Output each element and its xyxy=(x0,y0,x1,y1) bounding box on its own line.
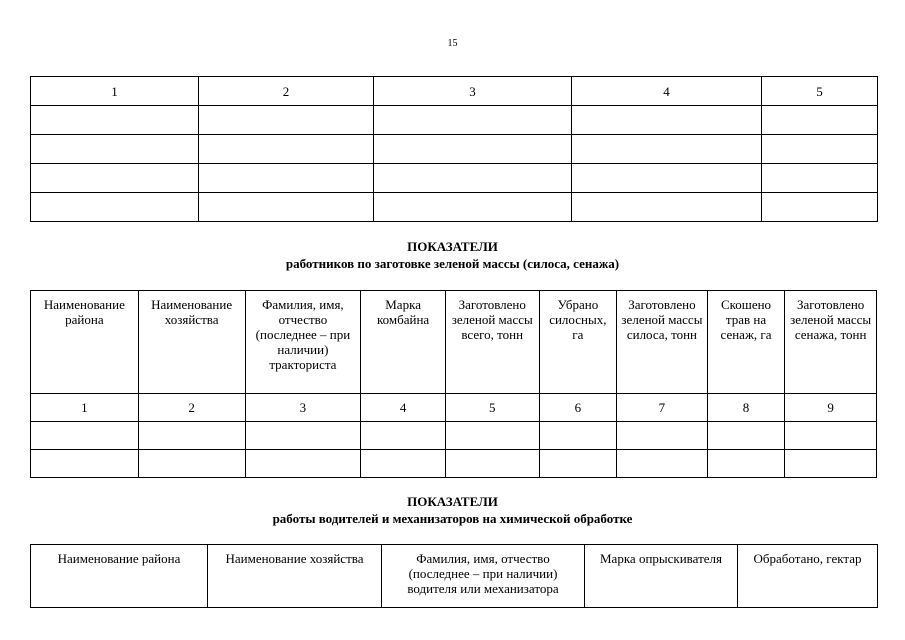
column-header: Наименование хозяйства xyxy=(208,545,382,608)
column-number: 3 xyxy=(374,77,572,106)
column-header: Марка опрыскивателя xyxy=(585,545,738,608)
table-row xyxy=(31,422,877,450)
table-header-row xyxy=(31,291,877,394)
table-cell xyxy=(245,422,361,450)
table-row xyxy=(31,135,878,164)
table-header-row xyxy=(31,545,878,608)
column-header: Убрано силосных, га xyxy=(539,291,617,394)
table-cell xyxy=(445,450,539,478)
column-number: 4 xyxy=(572,77,762,106)
column-number: 2 xyxy=(138,394,245,422)
table-cell xyxy=(245,450,361,478)
section-heading xyxy=(0,493,905,527)
section-title: ПОКАЗАТЕЛИ xyxy=(407,239,498,254)
chemical-treatment-table xyxy=(30,544,878,608)
table-cell xyxy=(374,164,572,193)
section-heading xyxy=(0,238,905,272)
table-cell xyxy=(572,193,762,222)
section-title: ПОКАЗАТЕЛИ xyxy=(407,494,498,509)
table-row xyxy=(31,106,878,135)
column-header: Фамилия, имя, отчество (последнее – при наличии) водителя или механизатора xyxy=(382,545,585,608)
table-cell xyxy=(539,450,617,478)
table-cell xyxy=(199,135,374,164)
table-cell xyxy=(762,106,878,135)
column-header: Заготовлено зеленой массы всего, тонн xyxy=(445,291,539,394)
column-number: 5 xyxy=(762,77,878,106)
column-number: 4 xyxy=(361,394,446,422)
table-cell xyxy=(762,135,878,164)
table-cell xyxy=(361,450,446,478)
column-number: 7 xyxy=(617,394,708,422)
table-cell xyxy=(199,193,374,222)
column-number: 6 xyxy=(539,394,617,422)
table-cell xyxy=(374,193,572,222)
column-number: 9 xyxy=(785,394,877,422)
table-cell xyxy=(31,422,139,450)
table-cell xyxy=(138,422,245,450)
column-number: 1 xyxy=(31,394,139,422)
table-cell xyxy=(762,193,878,222)
column-header: Наименование района xyxy=(31,545,208,608)
table-cell xyxy=(138,450,245,478)
column-header: Марка комбайна xyxy=(361,291,446,394)
table-cell xyxy=(31,135,199,164)
column-header: Наименование района xyxy=(31,291,139,394)
table-row xyxy=(31,193,878,222)
section-subtitle: работы водителей и механизаторов на химической обработке xyxy=(272,511,633,526)
table-cell xyxy=(762,164,878,193)
table-cell xyxy=(199,164,374,193)
table-cell xyxy=(31,106,199,135)
silage-workers-table xyxy=(30,290,877,478)
table-row xyxy=(31,164,878,193)
table-cell xyxy=(572,135,762,164)
table-cell xyxy=(707,422,785,450)
table-cell xyxy=(785,422,877,450)
table-cell xyxy=(617,450,708,478)
column-header: Фамилия, имя, отчество (последнее – при наличии) тракториста xyxy=(245,291,361,394)
column-number: 5 xyxy=(445,394,539,422)
table-cell xyxy=(199,106,374,135)
column-header: Скошено трав на сенаж, га xyxy=(707,291,785,394)
table-cell xyxy=(361,422,446,450)
table-continuation xyxy=(30,76,878,222)
column-number: 1 xyxy=(31,77,199,106)
table-cell xyxy=(31,193,199,222)
column-number: 3 xyxy=(245,394,361,422)
table-cell xyxy=(572,164,762,193)
section-subtitle: работников по заготовке зеленой массы (силоса, сенажа) xyxy=(285,256,620,271)
column-number-row xyxy=(31,394,877,422)
table-cell xyxy=(617,422,708,450)
column-header: Обработано, гектар xyxy=(738,545,878,608)
column-number: 2 xyxy=(199,77,374,106)
column-header: Заготовлено зеленой массы силоса, тонн xyxy=(617,291,708,394)
table-cell xyxy=(707,450,785,478)
table-cell xyxy=(539,422,617,450)
column-header: Наименование хозяйства xyxy=(138,291,245,394)
page-number: 15 xyxy=(447,38,458,49)
table-cell xyxy=(445,422,539,450)
table-header-row xyxy=(31,77,878,106)
table-row xyxy=(31,450,877,478)
column-header: Заготовлено зеленой массы сенажа, тонн xyxy=(785,291,877,394)
table-cell xyxy=(572,106,762,135)
table-cell xyxy=(374,106,572,135)
table-cell xyxy=(31,164,199,193)
table-cell xyxy=(374,135,572,164)
column-number: 8 xyxy=(707,394,785,422)
table-cell xyxy=(31,450,139,478)
table-cell xyxy=(785,450,877,478)
